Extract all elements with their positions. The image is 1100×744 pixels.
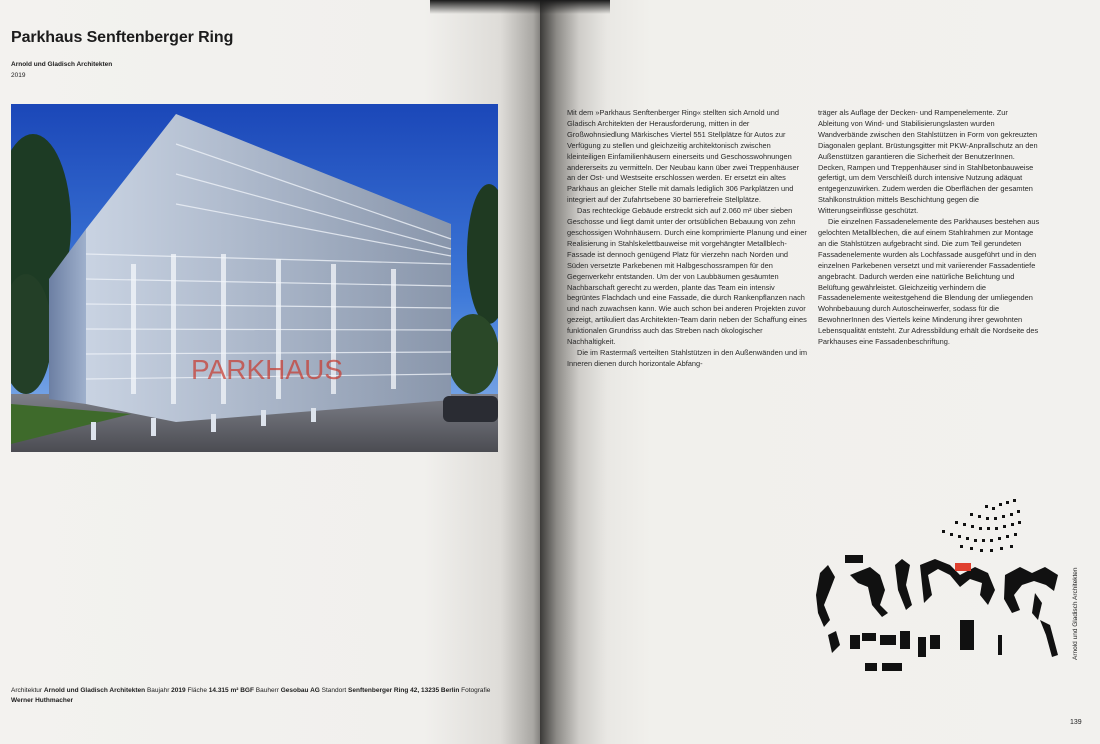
text-column-1 [567,108,809,370]
page-title: Parkhaus Senftenberger Ring [11,29,234,46]
paragraph: Das rechteckige Gebäude erstreckt sich auf 2.060 m² über sieben Geschosse und liegt damit unter der ortsüblichen Bebauung von zehn geschossigen Wohnhäusern. Durch eine komprimierte Planung und einer Realisierung in Stahlskelettbauweise mit vorgehängter Metallblech-Fassade ist dennoch genügend Platz für vierzehn nach Norden und Süden versetzte Parkebenen mit Halbgeschossrampen für den Gegenverkehr entstanden. Um der von Laubbäumen gesäumten Nachbarschaft gerecht zu werden, plante das Team ein intensiv begrüntes Flachdach und eine Fassade, die durch Rankenpflanzen nach und nach zuwachsen kann. Wie auch schon bei anderen Projekten zuvor gezeigt, artikuliert das Architekten-Team darin neben der Schaffung eines funktionalen Grundriss auch das Streben nach ökologischer Nachhaltigkeit. [567,206,807,347]
facade-lettering: PARKHAUS [191,354,343,385]
building-photo [11,104,498,452]
caption-label-year: Baujahr [146,687,170,694]
highlighted-building [955,563,971,571]
paragraph: Die im Rastermaß verteilten Stahlstützen in den Außenwänden und im Inneren dienen durch horizontale Abfang- [567,347,808,368]
paragraph: Mit dem »Parkhaus Senftenberger Ring« stellten sich Arnold und Gladisch Architekten der Herausforderung, mitten in der Großwohnsiedlung Märkisches Viertel 551 Stellplätze für Autos zur Verfügung zu stellen und gleichzeitig architektonisch zwischen kleinteiligen Einfamilienhäusern einerseits und Geschosswohnungen andererseits zu vermitteln. Der Neubau kann über zwei Treppenhäuser an der Ost- und Westseite erschlossen werden. Er ersetzt ein altes Parkhaus an gleicher Stelle mit damals lediglich 306 Parkplätzen und integriert auf der Zufahrtsebene 30 barrierefreie Stellplätze. [567,108,800,205]
gutter-shadow [430,0,610,14]
text-column-2 [818,108,1040,348]
site-plan-graphic [810,495,1070,695]
caption-year: 2019 [171,687,186,694]
caption-label-location: Standort [321,687,347,694]
caption-label-architecture: Architektur [11,687,43,694]
photo-caption [11,686,501,706]
caption-label-photo: Fotografie [461,687,491,694]
caption-area: 14.315 m² BGF [208,687,254,694]
caption-location: Senftenberger Ring 42, 13235 Berlin [348,687,460,694]
caption-label-client: Bauherr [255,687,279,694]
caption-client: Gesobau AG [280,687,320,694]
paragraph: träger als Auflage der Decken- und Rampenelemente. Zur Ableitung von Wind- und Stabilisierungslasten wurden Wandverbände zwischen den Stahlstützen in Form von gekreuzten Diagonalen geplant. Brüstungsgitter mit PKW-Anprallschutz an den Außenstützen garantieren die Sicherheit der BenutzerInnen. Decken, Rampen und Treppenhäuser sind in Stahlbetonbauweise gefertigt, um dem Verschleiß durch intensive Nutzung adäquat entgegenzuwirken. Zudem werden die Oberflächen der gesamten Stahlkonstruktion mittels Beschichtung gegen die Witterungseinflüsse geschützt. [818,108,1038,216]
paragraph: Die einzelnen Fassadenelemente des Parkhauses bestehen aus gelochten Metallblechen, die auf einem Stahlrahmen zur Montage an die Stahlstützen aufgebracht sind. Die zum Teil gerundeten Fassadenelemente wurden als Lochfassade ausgeführt und in den einzelnen Parkebenen versetzt und mit variierender Fassadentiefe angebracht. Dadurch werden eine natürliche Belichtung und Belüftung gewährleistet. Gleichzeitig verhindern die Fassadenelemente weitestgehend die Blendung der umliegenden Wohnbebauung durch Autoscheinwerfer, sodass für die BewohnerInnen des Viertels keine Minderung ihrer gewohnten Lebensqualität entsteht. Zur Adressbildung erhält die Nordseite des Parkhauses eine Fassadenbeschriftung. [818,217,1040,347]
page-number: 139 [1070,719,1082,726]
project-year: 2019 [11,72,26,79]
caption-photographer: Werner Huthmacher [11,697,74,704]
caption-architecture: Arnold und Gladisch Architekten [43,687,146,694]
architect-name: Arnold und Gladisch Architekten [11,61,113,68]
caption-label-area: Fläche [187,687,207,694]
side-running-title: Arnold und Gladisch Architekten [1072,567,1079,660]
